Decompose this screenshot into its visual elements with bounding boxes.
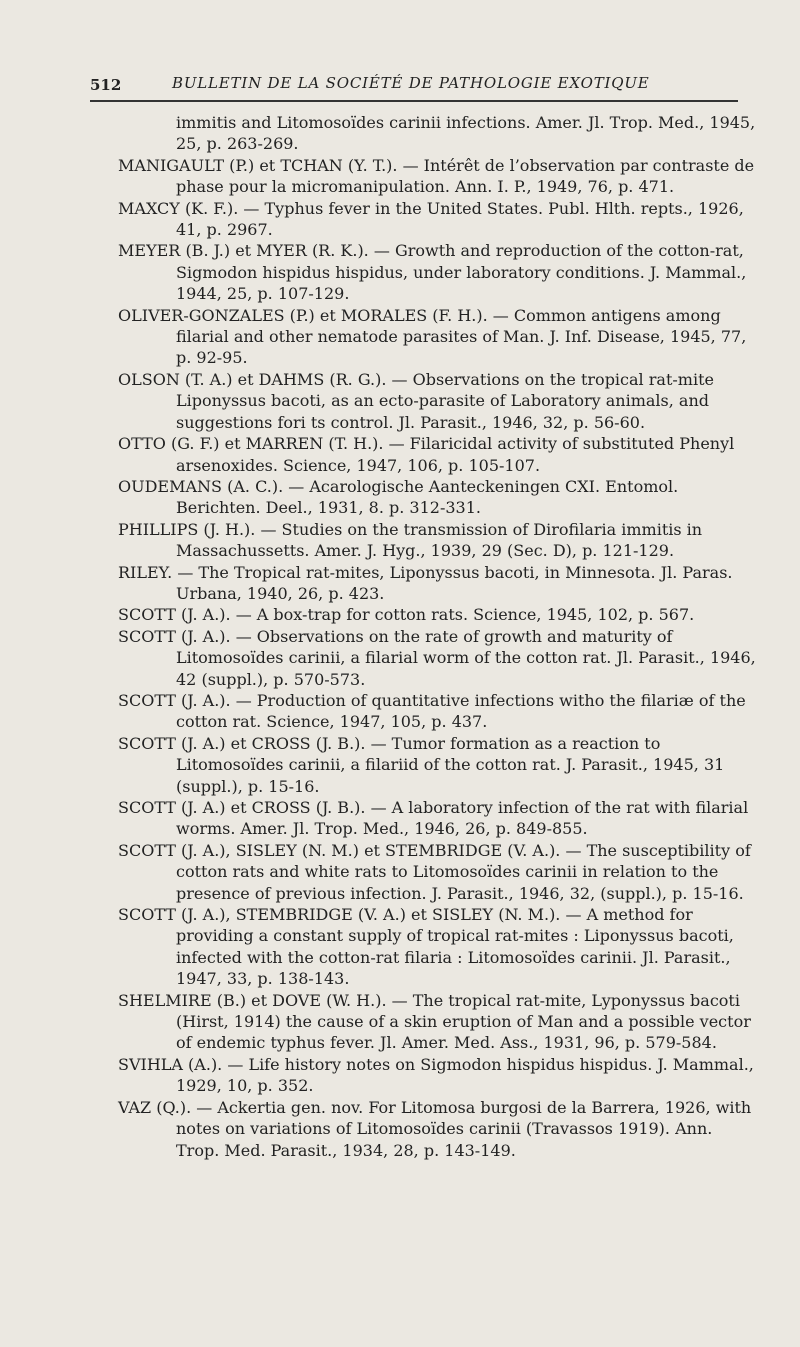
reference-entry: RILEY. — The Tropical rat-mites, Liponyssus bacoti, in Minnesota. Jl. Paras. Urbana, 1940, 26, p. 423. (118, 562, 733, 603)
page-header (90, 72, 738, 102)
reference-entry: SCOTT (J. A.) et CROSS (J. B.). — A laboratory infection of the rat with filarial worms. Amer. Jl. Trop. Med., 1946, 26, p. 849-855. (118, 798, 749, 839)
reference-entry: SCOTT (J. A.). — Observations on the rate of growth and maturity of Litomosoïdes carinii, a filarial worm of the cotton rat. Jl. Parasit., 1946, 42 (suppl.), p. 570-573. (118, 626, 756, 689)
reference-entry: SVIHLA (A.). — Life history notes on Sigmodon hispidus hispidus. J. Mammal., 1929, 10, p. 352. (118, 1054, 754, 1096)
reference-entry: VAZ (Q.). — Ackertia gen. nov. For Litomosa burgosi de la Barrera, 1926, with notes on variations of Litomosoïdes carinii (Travassos 1919). Ann. Trop. Med. Parasit., 1934, 28, p. 143-149. (118, 1097, 752, 1160)
reference-entry: SCOTT (J. A.). — A box-trap for cotton rats. Science, 1945, 102, p. 567. (118, 605, 695, 625)
reference-entry: SCOTT (J. A.). — Production of quantitative infections witho the filariæ of the cotton rat. Science, 1947, 105, p. 437. (118, 690, 746, 732)
reference-entry: OUDEMANS (A. C.). — Acarologische Aanteckeningen CXI. Entomol. Berichten. Deel., 1931, 8. p. 312-331. (118, 476, 679, 518)
reference-entry: MAXCY (K. F.). — Typhus fever in the United States. Publ. Hlth. repts., 1926, 41, p. 2967. (118, 198, 744, 240)
reference-entry: SCOTT (J. A.), SISLEY (N. M.) et STEMBRIDGE (V. A.). — The susceptibility of cotton rats and white rats to Litomosoïdes carinii in relation to the presence of previous infection. J. Parasit., 1946, 32, (suppl.), p. 15-16. (118, 840, 751, 903)
reference-entry: SCOTT (J. A.), STEMBRIDGE (V. A.) et SISLEY (N. M.). — A method for providing a constant supply of tropical rat-mites : Liponyssus bacoti, infected with the cotton-rat filaria : Litomosoïdes carinii. Jl. Parasit., 1947, 33, p. 138-143. (118, 905, 734, 989)
reference-entry: OTTO (G. F.) et MARREN (T. H.). — Filaricidal activity of substituted Phenyl arsenoxides. Science, 1947, 106, p. 105-107. (118, 434, 735, 475)
reference-entry: immitis and Litomosoïdes carinii infections. Amer. Jl. Trop. Med., 1945, 25, p. 263-269. (176, 113, 756, 154)
reference-entry: MEYER (B. J.) et MYER (R. K.). — Growth and reproduction of the cotton-rat, Sigmodon hispidus hispidus, under laboratory conditions. J. Mammal., 1944, 25, p. 107-129. (118, 241, 747, 304)
reference-entry: SCOTT (J. A.) et CROSS (J. B.). — Tumor formation as a reaction to Litomosoïdes carinii, a filariid of the cotton rat. J. Parasit., 1945, 31 (suppl.), p. 15-16. (118, 733, 725, 796)
reference-entry: SHELMIRE (B.) et DOVE (W. H.). — The tropical rat-mite, Lyponyssus bacoti (Hirst, 1914) the cause of a skin eruption of Man and a possible vector of endemic typhus fever. Jl. Amer. Med. Ass., 1931, 96, p. 579-584. (118, 990, 751, 1053)
reference-list (118, 112, 758, 1161)
running-title: BULLETIN DE LA SOCIÉTÉ DE PATHOLOGIE EXOTIQUE (172, 74, 650, 92)
reference-entry: OLSON (T. A.) et DAHMS (R. G.). — Observations on the tropical rat-mite Liponyssus bacoti, as an ecto-parasite of Laboratory animals, and suggestions fori ts control. Jl. Parasit., 1946, 32, p. 56-60. (118, 369, 714, 432)
reference-entry: PHILLIPS (J. H.). — Studies on the transmission of Dirofilaria immitis in Massachussetts. Amer. J. Hyg., 1939, 29 (Sec. D), p. 121-129. (118, 519, 703, 561)
page-number: 512 (90, 76, 122, 94)
reference-entry: OLIVER-GONZALES (P.) et MORALES (F. H.). — Common antigens among filarial and other nematode parasites of Man. J. Inf. Disease, 1945, 77, p. 92-95. (118, 305, 747, 368)
reference-entry: MANIGAULT (P.) et TCHAN (Y. T.). — Intérêt de l’observation par contraste de phase pour la micromanipulation. Ann. I. P., 1949, 76, p. 471. (118, 155, 755, 197)
